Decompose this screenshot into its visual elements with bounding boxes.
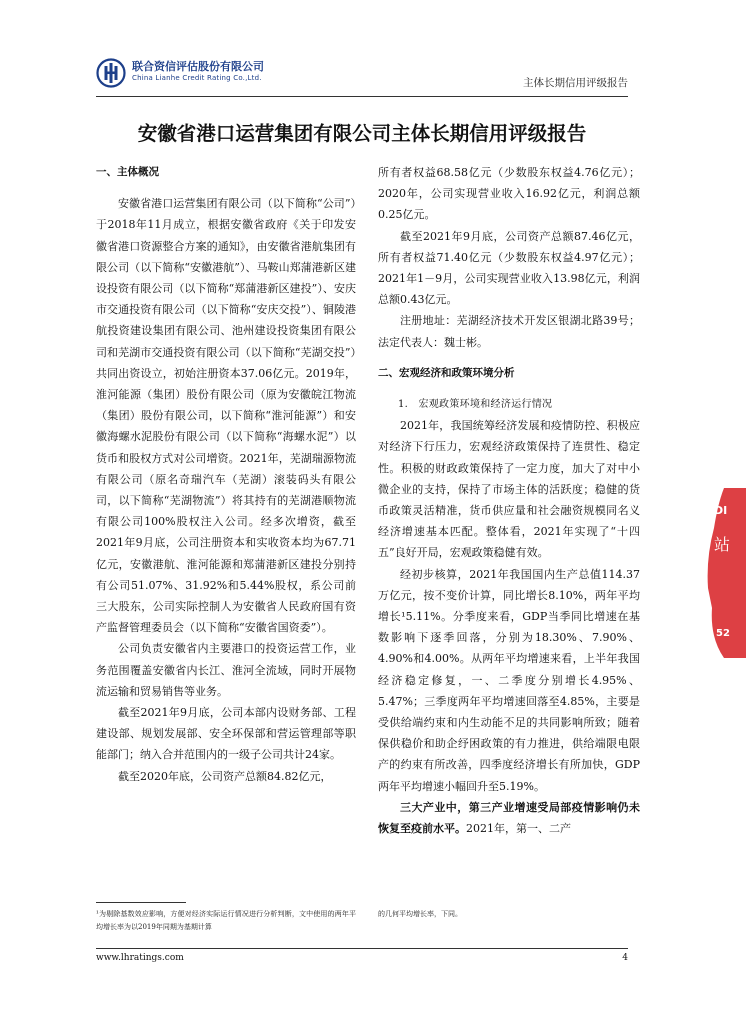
company-name-cn: 联合资信评估股份有限公司 (132, 60, 264, 73)
stamp-text-bottom: 52 (716, 628, 730, 639)
section-heading-macro: 二、宏观经济和政策环境分析 (378, 366, 515, 379)
report-title: 安徽省港口运营集团有限公司主体长期信用评级报告 (137, 122, 587, 145)
stamp-text-mid: 站 (714, 535, 731, 554)
macro-paragraph-3-rest: 2021年，第一、二产 (466, 822, 571, 836)
company-name-en: China Lianhe Credit Rating Co.,Ltd. (132, 74, 262, 82)
overview-paragraph-1: 安徽省港口运营集团有限公司（以下简称“公司”）于2018年11月成立，根据安徽省政府《关于印发安徽省港口资源整合方案的通知》，由安徽省港航集团有限公司（以下简称“安徽港航”）、马鞍山郑蒲港新区建设投资有限公司（以下简称“郑蒲港新区建投”）、安庆市交通投资有限公司（以下简称“安庆交投”）、铜陵港航投资建设集团有限公司、池州建设投资集团有限公司和芜湖市交通投资有限公司（以下简称“芜湖交投”）共同出资设立，初始注册资本37.06亿元。2019年，淮河能源（集团）股份有限公司（原为安徽皖江物流（集团）股份有限公司，以下简称“淮河能源”）和安徽海螺水泥股份有限公司（以下简称“海螺水泥”）以货币和股权方式对公司增资。2021年，芜湖瑞源物流有限公司（原名奇瑞汽车（芜湖）滚装码头有限公司，以下简称“芜湖物流”）将其持有的芜湖港顺物流有限公司100%股权注入公司。经多次增资，截至2021年9月底，公司注册资本和实收资本均为67.71亿元，安徽港航、淮河能源和郑蒲港新区建投分别持有公司51.07%、31.92%和5.44%股权，系公司前三大股东，公司实际控制人为安徽省人民政府国有资产监督管理委员会（以下简称“安徽省国资委”）。 (96, 197, 356, 635)
red-seal-stamp (706, 488, 746, 658)
overview-paragraph-3: 截至2021年9月底，公司本部内设财务部、工程建设部、规划发展部、安全环保部和营运管理部等职能部门；纳入合并范围内的一级子公司共计24家。 (96, 706, 356, 762)
overview-paragraph-4-cont: 所有者权益68.58亿元（少数股东权益4.76亿元）；2020年，公司实现营业收入16.92亿元，利润总额0.25亿元。 (378, 166, 640, 222)
subsection-heading-macro-policy: 1. 宏观政策环境和经济运行情况 (398, 399, 553, 411)
footnote-divider (96, 902, 186, 903)
macro-paragraph-3 (378, 797, 640, 839)
overview-paragraph-6: 注册地址：芜湖经济技术开发区银湖北路39号；法定代表人：魏士彬。 (378, 314, 640, 349)
section-heading-overview: 一、主体概况 (96, 166, 159, 178)
overview-paragraph-2: 公司负责安徽省内主要港口的投资运营工作，业务范围覆盖安徽省内长江、淮河全流域，同时开展物流运输和贸易销售等业务。 (96, 642, 356, 698)
header-divider (96, 96, 628, 97)
macro-paragraph-2: 经初步核算，2021年我国国内生产总值114.37万亿元，按不变价计算，同比增长8.10%，两年平均增长¹5.11%。分季度来看，GDP当季同比增速在基数影响下逐季回落，分别为18.30%、7.90%、4.90%和4.00%。从两年平均增速来看，上半年我国经济稳定修复，一、二季度分别增长4.95%、5.47%；三季度两年平均增速回落至4.85%，主要是受供给端约束和内生动能不足的共同影响所致；随着保供稳价和助企纾困政策的有力推进，供给端限电限产的约束有所改善，四季度经济增长有所加快，GDP两年平均增速小幅回升至5.19%。 (378, 567, 640, 793)
macro-paragraph-3-bold: 三大产业中，第三产业增速受局部疫情影响仍未恢复至疫前水平。 (378, 800, 640, 836)
report-type-label: 主体长期信用评级报告 (523, 77, 628, 89)
stamp-text-top: DI (714, 504, 728, 517)
left-column (96, 162, 356, 787)
footnote-left: ¹为剔除基数效应影响，方便对经济实际运行情况进行分析判断，文中使用的两年平均增长率为以2019年同期为基期计算 (96, 910, 356, 931)
macro-paragraph-1: 2021年，我国统筹经济发展和疫情防控、积极应对经济下行压力，宏观经济政策保持了连贯性、稳定性。积极的财政政策保持了一定力度，加大了对中小微企业的支持，保持了市场主体的活跃度；稳健的货币政策灵活精准，货币供应量和社会融资规模同名义经济增速基本匹配。整体看，2021年实现了“十四五”良好开局，宏观政策稳健有效。 (378, 419, 640, 560)
footnote-right: 的几何平均增长率，下同。 (378, 910, 462, 918)
overview-paragraph-5: 截至2021年9月底，公司资产总额87.46亿元，所有者权益71.40亿元（少数股东权益4.97亿元）；2021年1－9月，公司实现营业收入13.98亿元，利润总额0.43亿元。 (378, 229, 640, 307)
overview-paragraph-4-start: 截至2020年底，公司资产总额84.82亿元， (118, 769, 332, 783)
footer-divider (96, 948, 628, 949)
right-column (378, 162, 640, 839)
page-number: 4 (622, 953, 628, 963)
footer-url: www.lhratings.com (96, 953, 184, 963)
lianhe-logo-icon (96, 58, 126, 88)
